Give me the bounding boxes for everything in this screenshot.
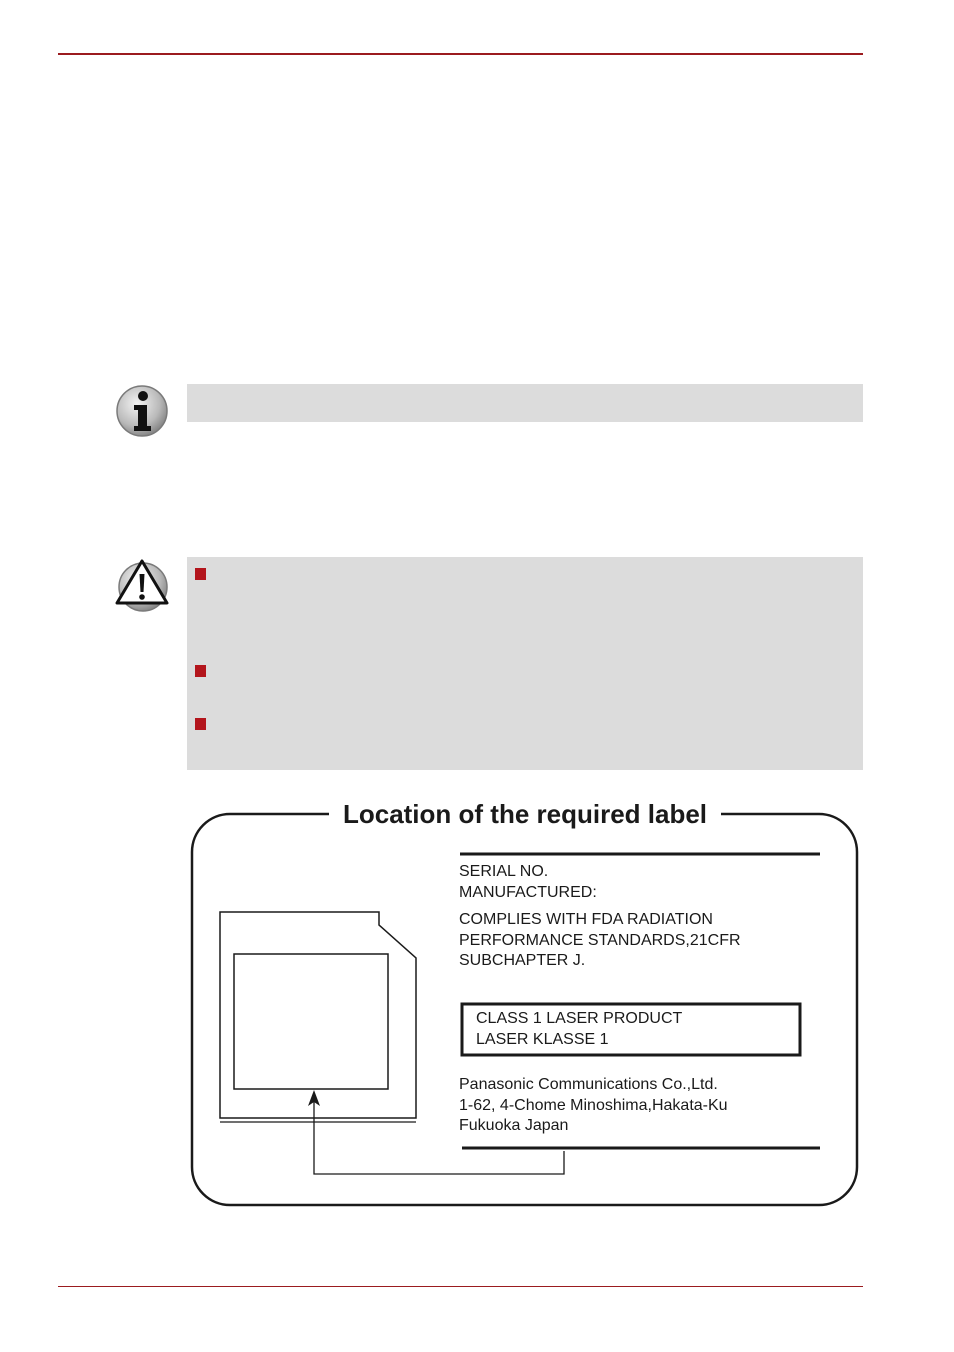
figure-title: Location of the required label	[190, 799, 860, 830]
bullet-marker	[195, 568, 206, 580]
manufacturer-line: Panasonic Communications Co.,Ltd.	[459, 1076, 718, 1093]
header-rule	[58, 53, 863, 55]
info-icon	[114, 383, 170, 439]
fda-line: COMPLIES WITH FDA RADIATION	[459, 911, 713, 928]
manufactured-label: MANUFACTURED:	[459, 884, 597, 901]
note-box	[187, 384, 863, 422]
footer-rule	[58, 1286, 863, 1287]
manufacturer-line: Fukuoka Japan	[459, 1117, 569, 1134]
fda-line: SUBCHAPTER J.	[459, 952, 586, 969]
caution-box	[187, 557, 863, 770]
warning-icon	[114, 557, 170, 613]
bullet-marker	[195, 718, 206, 730]
laser-class-line: CLASS 1 LASER PRODUCT	[476, 1010, 683, 1027]
laser-class-line: LASER KLASSE 1	[476, 1031, 609, 1048]
serial-label: SERIAL NO.	[459, 863, 549, 880]
bullet-marker	[195, 665, 206, 677]
fda-line: PERFORMANCE STANDARDS,21CFR	[459, 932, 741, 949]
manufacturer-line: 1-62, 4-Chome Minoshima,Hakata-Ku	[459, 1097, 728, 1114]
